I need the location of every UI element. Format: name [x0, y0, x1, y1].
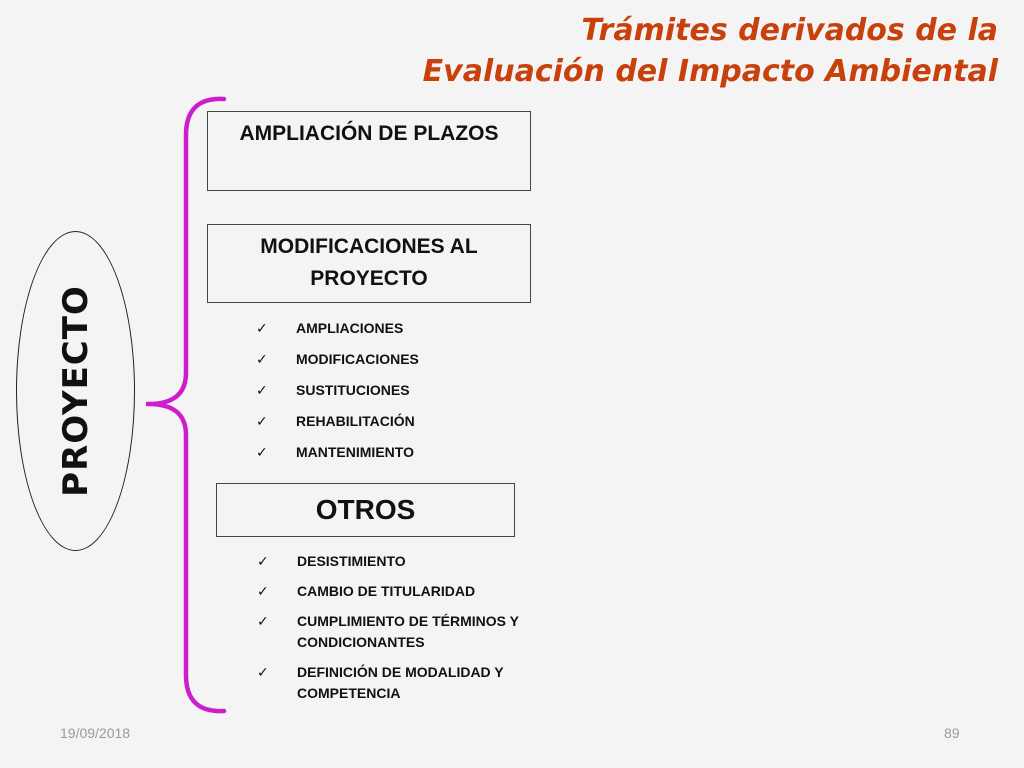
ampliacion-de-plazos-label: AMPLIACIÓN DE PLAZOS	[239, 122, 499, 145]
check-icon: ✓	[257, 664, 269, 680]
list-item	[257, 662, 547, 704]
list-item	[256, 350, 419, 381]
list-item-label: SUSTITUCIONES	[296, 382, 410, 398]
page-number: 89	[944, 725, 960, 741]
check-icon: ✓	[256, 382, 268, 398]
list-item-label: DEFINICIÓN DE MODALIDAD Y COMPETENCIA	[297, 664, 504, 701]
title-line-1: Trámites derivados de la	[581, 13, 998, 48]
list-item-label: CUMPLIMIENTO DE TÉRMINOS Y CONDICIONANTES	[297, 613, 519, 650]
check-icon: ✓	[257, 553, 269, 569]
check-icon: ✓	[256, 413, 268, 429]
check-icon: ✓	[256, 444, 268, 460]
list-item-label: CAMBIO DE TITULARIDAD	[297, 583, 476, 599]
list-item-label: MANTENIMIENTO	[296, 444, 414, 460]
ampliacion-de-plazos-box	[207, 111, 531, 191]
list-item-label: MODIFICACIONES	[296, 351, 419, 367]
list-item-label: AMPLIACIONES	[296, 320, 404, 336]
check-icon: ✓	[257, 583, 269, 599]
list-item	[257, 611, 547, 653]
otros-label: OTROS	[315, 494, 416, 525]
list-item	[256, 412, 419, 443]
modificaciones-label-line1: MODIFICACIONES AL	[260, 235, 478, 258]
list-item	[257, 581, 547, 602]
slide-title	[423, 10, 998, 92]
modificaciones-box	[207, 224, 531, 303]
check-icon: ✓	[257, 613, 269, 629]
list-item-label: DESISTIMIENTO	[297, 553, 406, 569]
title-line-2: Evaluación del Impacto Ambiental	[422, 54, 998, 89]
list-item	[257, 551, 547, 572]
modificaciones-list	[256, 319, 419, 474]
check-icon: ✓	[256, 351, 268, 367]
footer-date: 19/09/2018	[60, 725, 131, 741]
list-item	[256, 381, 419, 412]
list-item	[256, 319, 419, 350]
modificaciones-label-line2: PROYECTO	[310, 267, 428, 290]
check-icon: ✓	[256, 320, 268, 336]
otros-box	[216, 483, 515, 537]
proyecto-label: PROYECTO	[56, 285, 96, 497]
list-item	[256, 443, 419, 474]
list-item-label: REHABILITACIÓN	[296, 413, 415, 429]
otros-list	[257, 551, 547, 713]
